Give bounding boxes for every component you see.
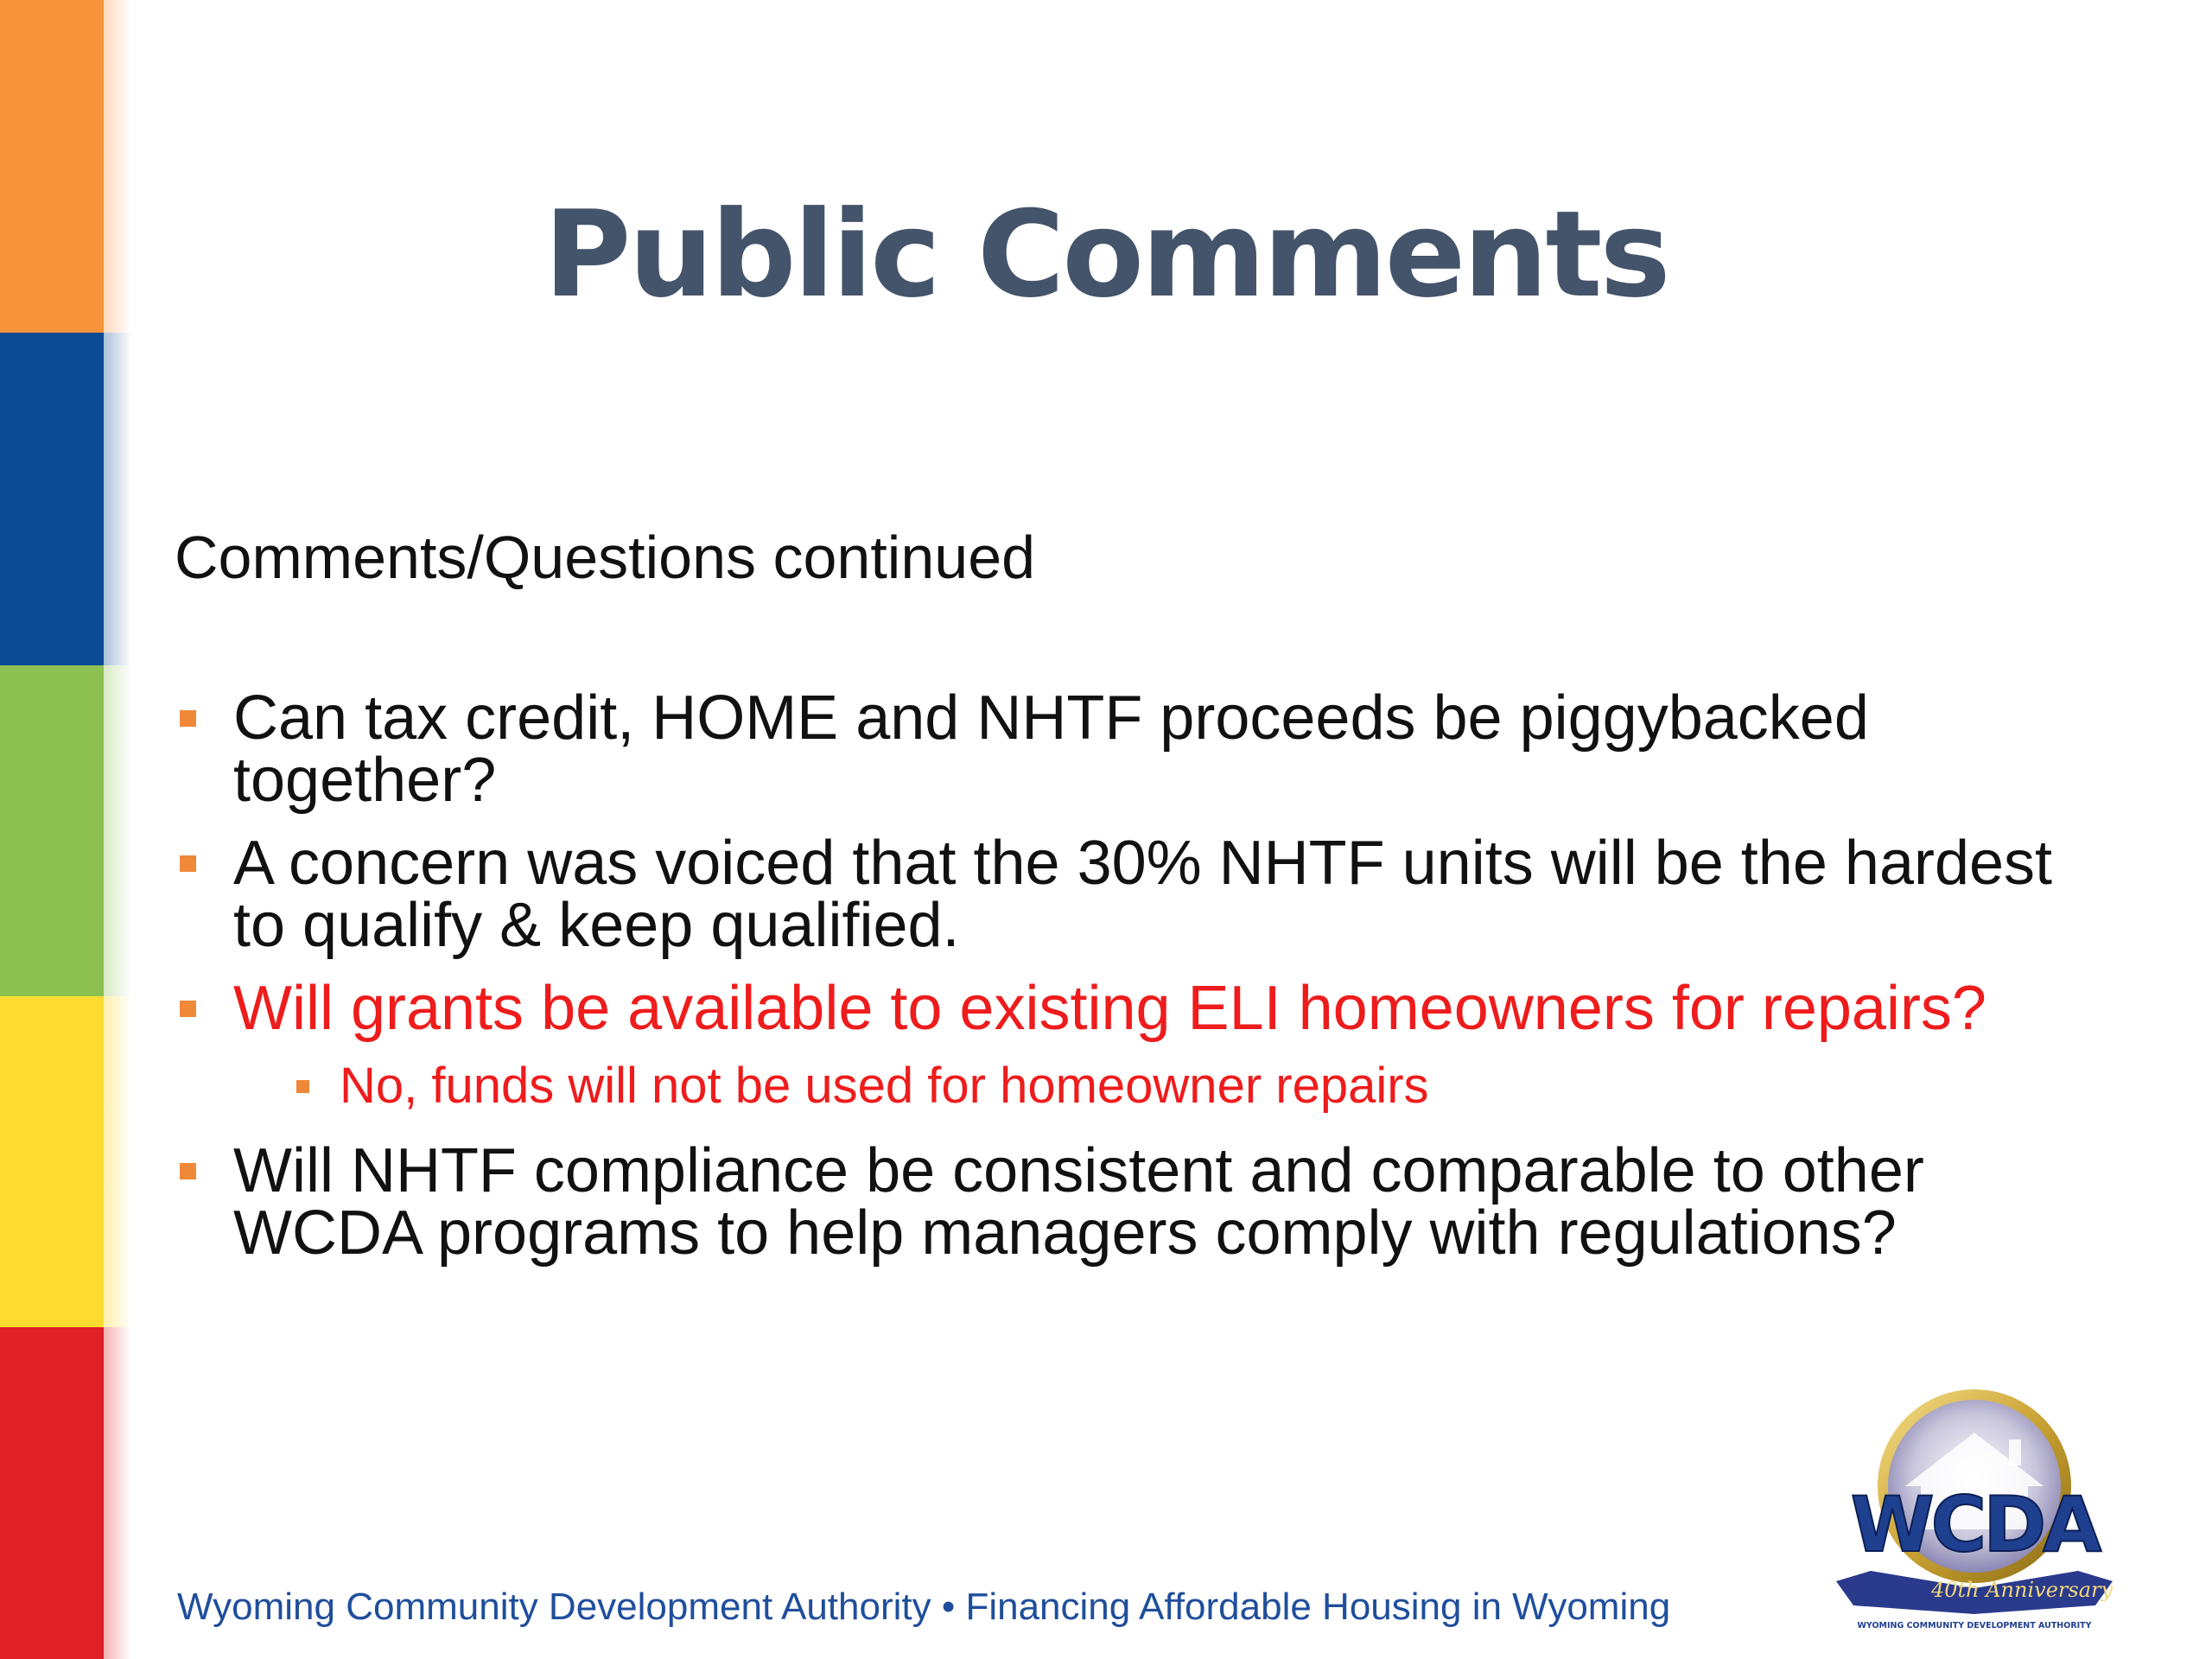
bullet-text: A concern was voiced that the 30% NHTF units will be the hardest to qualify & keep qualified. (233, 829, 2053, 960)
slide-subtitle: Comments/Questions continued (175, 524, 1036, 591)
sub-bullet-item (177, 1055, 2095, 1117)
bar-glow-yellow (104, 996, 131, 1327)
footer-tagline: Wyoming Community Development Authority • Financing Affordable Housing in Wyoming (177, 1586, 1671, 1628)
logo-wordmark: WCDA (1850, 1480, 2099, 1569)
bullet-item (177, 1136, 2095, 1268)
bullet-marker (180, 1163, 196, 1179)
bullet-marker (180, 710, 196, 727)
sub-bullet-marker (296, 1080, 309, 1093)
sub-bullet-text: No, funds will not be used for homeowner repairs (340, 1058, 1429, 1114)
bar-glow-red (104, 1327, 131, 1659)
logo-tagline: WYOMING COMMUNITY DEVELOPMENT AUTHORITY (1857, 1621, 2092, 1630)
bar-segment-yellow (0, 996, 104, 1327)
bullet-item (177, 829, 2095, 960)
slide-title: Public Comments (543, 185, 1669, 324)
bullet-item (177, 683, 2095, 815)
bar-segment-green (0, 665, 104, 996)
bullet-list (177, 683, 2095, 1285)
logo-ribbon-text: 40th Anniversary (1930, 1578, 2113, 1602)
bullet-marker (180, 1001, 196, 1017)
bullet-text: Can tax credit, HOME and NHTF proceeds be piggybacked together? (233, 683, 1869, 815)
bullet-marker (180, 855, 196, 872)
bar-glow-blue (104, 333, 131, 665)
bullet-item (177, 974, 2095, 1043)
bar-glow-green (104, 665, 131, 996)
bullet-text: Will grants be available to existing ELI homeowners for repairs? (233, 974, 1986, 1043)
wcda-logo (1802, 1382, 2147, 1633)
bar-segment-red (0, 1327, 104, 1659)
chimney-icon (2009, 1440, 2021, 1465)
bar-segment-blue (0, 333, 104, 665)
bullet-text: Will NHTF compliance be consistent and comparable to other WCDA programs to help managers comply with regulations? (233, 1136, 1924, 1268)
